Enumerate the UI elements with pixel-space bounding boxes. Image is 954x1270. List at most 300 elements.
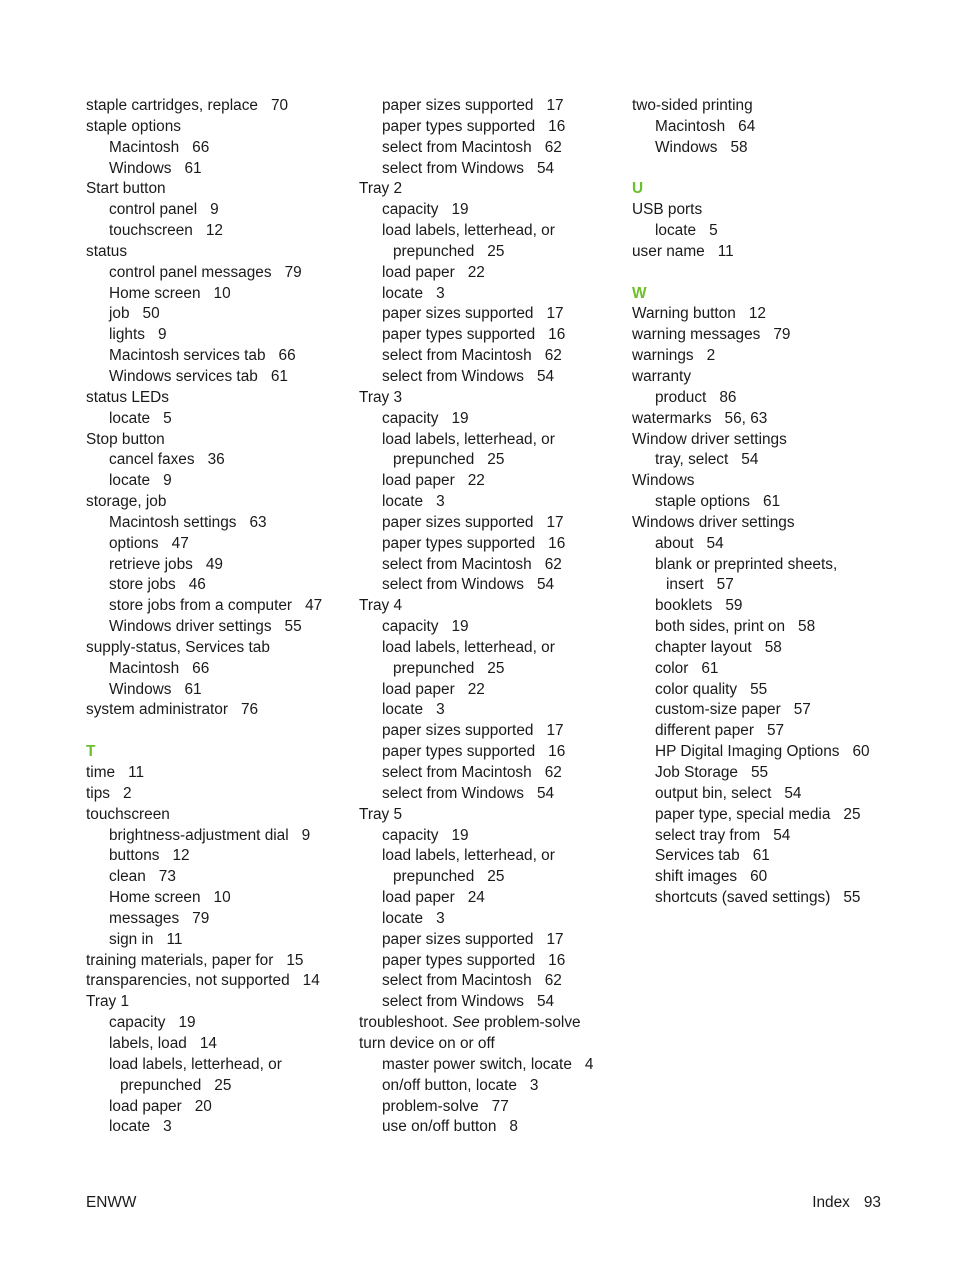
entry-page-number: 14 [302,972,320,990]
entry-page-number: 17 [546,722,564,740]
index-subentry [86,1034,348,1055]
entry-page-number: 25 [487,659,505,677]
entry-page-number: 54 [536,784,555,802]
entry-term: capacity [382,826,439,844]
entry-page-number: 25 [214,1076,232,1094]
index-subentry [359,846,621,867]
index-subentry [86,138,348,159]
index-entry [86,242,348,263]
index-entry [86,96,348,117]
entry-page-number: 12 [205,222,223,240]
index-subentry [86,450,348,471]
index-subentry [359,971,621,992]
entry-page-number: 16 [548,743,566,761]
index-entry [632,513,912,534]
entry-term: paper sizes supported [382,513,534,531]
entry-term: color [655,659,689,677]
index-subentry [359,325,621,346]
entry-term: tray, select [655,451,729,469]
entry-term: select from Windows [382,784,524,802]
entry-page-number: 79 [773,326,791,344]
index-column-3 [632,96,912,909]
entry-term: problem-solve [382,1097,479,1115]
entry-page-number: 12 [748,305,766,323]
entry-page-number: 10 [213,889,231,907]
entry-term: capacity [382,409,439,427]
index-entry [359,805,621,826]
index-subentry [359,638,621,659]
entry-term: capacity [382,618,439,636]
index-subentry [359,96,621,117]
index-subentry [632,450,912,471]
index-subentry [86,1013,348,1034]
entry-term: cancel faxes [109,451,195,469]
index-subentry [359,1117,621,1138]
entry-term: Home screen [109,284,201,302]
entry-page-number: 25 [843,805,861,823]
index-subentry [86,284,348,305]
entry-page-number: 61 [701,659,719,677]
entry-term: select from Macintosh [382,138,532,156]
entry-term: touchscreen [86,805,170,823]
entry-page-number: 19 [451,409,469,427]
entry-page-number: 54 [741,451,759,469]
entry-page-number: 25 [487,868,505,886]
index-subentry [86,471,348,492]
entry-term: select from Macintosh [382,764,532,781]
entry-term: control panel messages [109,263,272,281]
entry-page-number: 58 [730,138,748,156]
entry-term: Tray 2 [359,180,403,198]
entry-page-number: 22 [467,263,485,281]
entry-term: supply-status, Services tab [86,638,270,656]
entry-page-number: 61 [762,493,781,511]
entry-term: capacity [109,1014,166,1032]
index-continuation [359,242,621,263]
index-entry [86,700,348,721]
entry-term: output bin, select [655,784,772,802]
entry-term: labels, load [109,1034,187,1052]
entry-page-number: 3 [436,701,445,719]
entry-page-number: 11 [128,764,145,781]
entry-term: select from Windows [382,367,524,385]
entry-page-number: 54 [536,576,555,594]
entry-term: paper sizes supported [382,722,534,740]
index-subentry [632,826,912,847]
entry-page-number: 3 [529,1076,539,1094]
entry-page-number: 14 [199,1034,217,1052]
entry-page-number: 86 [719,388,737,406]
entry-term: locate [382,909,424,927]
index-subentry [86,367,348,388]
index-subentry [86,159,348,180]
entry-term: both sides, print on [655,618,786,636]
entry-term: Stop button [86,430,165,448]
entry-term: Windows [109,159,172,177]
index-subentry [359,513,621,534]
entry-term: locate [382,493,424,511]
entry-term: shift images [655,868,738,886]
entry-page-number: 54 [536,159,555,177]
index-subentry [632,221,912,242]
entry-page-number: 3 [436,284,445,302]
entry-page-number: 16 [548,326,566,344]
index-subentry [86,826,348,847]
entry-term: select tray from [655,826,761,844]
entry-page-number: 54 [706,534,724,552]
entry-term: warnings [632,347,694,365]
index-entry [359,596,621,617]
index-letter-heading: W [632,284,647,302]
index-subentry [632,138,912,159]
index-subentry [632,638,912,659]
index-subentry [359,409,621,430]
index-continuation [632,575,912,596]
section-spacer [632,159,912,180]
index-continuation [86,1076,348,1097]
entry-page-number: 55 [750,680,768,698]
index-entry [86,992,348,1013]
entry-page-number: 62 [544,347,562,365]
entry-term: Windows [109,680,172,698]
entry-term: load labels, letterhead, or [382,222,555,240]
entry-term: select from Macintosh [382,972,532,990]
entry-page-number: 50 [142,305,160,323]
entry-page-number: 46 [188,576,206,594]
entry-term: Services tab [655,847,740,865]
entry-term: brightness-adjustment dial [109,826,289,844]
index-entry [86,763,348,784]
entry-page-number: 24 [467,889,485,907]
index-subentry [632,721,912,742]
entry-page-number: 16 [548,534,566,552]
entry-page-number: 17 [546,513,564,531]
index-entry [359,1034,621,1055]
index-entry [359,388,621,409]
index-subentry [359,117,621,138]
entry-page-number: 55 [843,889,861,907]
entry-term: USB ports [632,201,703,219]
entry-term: load paper [109,1097,182,1115]
index-subentry [86,304,348,325]
index-subentry [359,930,621,951]
entry-term: warning messages [632,326,761,344]
footer-page-number: 93 [863,1194,881,1211]
index-subentry [632,888,912,909]
footer-section: Index [812,1194,850,1211]
index-subentry [359,159,621,180]
entry-term: Macintosh [109,138,180,156]
index-entry [86,805,348,826]
entry-term: color quality [655,680,738,698]
entry-term: select from Windows [382,159,524,177]
entry-term: load paper [382,889,455,907]
entry-term: prepunched [393,868,475,886]
entry-page-number: 55 [284,618,302,636]
entry-page-number: 70 [270,97,289,114]
entry-term: Job Storage [655,764,738,781]
entry-term: locate [109,409,151,427]
entry-term: Macintosh [109,659,180,677]
index-entry [632,430,912,451]
entry-term: Window driver settings [632,430,787,448]
entry-page-number: 54 [536,993,555,1011]
entry-term: product [655,388,707,406]
entry-page-number: 59 [725,597,743,615]
index-subentry [359,992,621,1013]
index-entry [632,304,912,325]
entry-page-number: 11 [166,930,183,948]
entry-page-number: 3 [436,493,445,511]
entry-page-number: 60 [852,743,870,761]
entry-page-number: 57 [716,576,734,594]
entry-term: paper types supported [382,743,536,761]
entry-term: training materials, paper for [86,951,274,969]
index-subentry [359,284,621,305]
entry-term: status LEDs [86,388,169,406]
index-entry [632,325,912,346]
entry-term: sign in [109,930,154,948]
index-subentry [86,680,348,701]
entry-term: select from Windows [382,993,524,1011]
index-subentry [86,1097,348,1118]
entry-page-number: 19 [178,1014,196,1032]
entry-page-number: 58 [798,618,816,636]
entry-page-number: 61 [184,159,202,177]
entry-page-number: 66 [192,659,210,677]
entry-term: master power switch, locate [382,1055,572,1073]
entry-term: paper sizes supported [382,305,534,323]
index-subentry [359,951,621,972]
index-subentry [86,930,348,951]
index-letter-heading: T [86,743,96,761]
entry-term: two-sided printing [632,97,753,114]
entry-term: load labels, letterhead, or [382,847,555,865]
index-subentry [359,888,621,909]
index-column-2 [359,96,621,1138]
entry-term: locate [109,472,151,490]
entry-term: select from Windows [382,576,524,594]
entry-term: Windows [655,138,718,156]
index-subentry [86,513,348,534]
entry-page-number: 9 [301,826,311,844]
index-subentry [632,784,912,805]
entry-term: staple cartridges, replace [86,97,258,114]
index-subentry [632,117,912,138]
entry-term: paper sizes supported [382,930,534,948]
entry-term: insert [666,576,704,594]
entry-term: warranty [632,367,692,385]
index-subentry [359,138,621,159]
entry-term: capacity [382,201,439,219]
entry-page-number: 47 [305,597,323,615]
entry-page-number: 76 [240,701,259,719]
entry-term: locate [655,222,697,240]
entry-page-number: 5 [709,222,718,240]
index-subentry [359,742,621,763]
entry-page-number: 4 [584,1055,594,1073]
entry-page-number: 47 [171,534,189,552]
entry-term: paper sizes supported [382,97,534,114]
index-subentry [632,617,912,638]
entry-page-number: 16 [548,951,566,969]
index-entry [86,784,348,805]
index-subentry [359,492,621,513]
index-subentry [632,867,912,888]
entry-term: Windows [632,472,695,490]
index-subentry [86,346,348,367]
entry-page-number: 16 [548,117,566,135]
entry-term: paper types supported [382,951,536,969]
index-continuation [359,450,621,471]
entry-term: system administrator [86,701,228,719]
entry-term: select from Macintosh [382,347,532,365]
index-entry [359,179,621,200]
entry-page-number: 66 [192,138,210,156]
index-entry [86,492,348,513]
index-subentry [359,826,621,847]
entry-page-number: 61 [752,847,770,865]
entry-term: store jobs from a computer [109,597,293,615]
entry-page-number: 22 [467,680,485,698]
index-entry [86,430,348,451]
index-subentry [632,596,912,617]
entry-page-number: 10 [213,284,231,302]
index-subentry [359,221,621,242]
entry-term: retrieve jobs [109,555,193,573]
entry-term: different paper [655,722,754,740]
index-entry [632,242,912,263]
section-spacer [632,263,912,284]
entry-page-number: 63 [249,513,267,531]
entry-page-number: 66 [278,347,296,365]
entry-page-number: 15 [286,951,304,969]
entry-term: troubleshoot. [359,1014,448,1032]
entry-page-number: 62 [544,138,562,156]
index-continuation [359,659,621,680]
entry-term: turn device on or off [359,1034,495,1052]
index-subentry [359,1076,621,1097]
index-subentry [86,534,348,555]
entry-term: paper type, special media [655,805,831,823]
entry-page-number: 54 [536,367,555,385]
entry-term: options [109,534,159,552]
index-subentry [86,867,348,888]
entry-page-number: 2 [706,347,716,365]
entry-term: transparencies, not supported [86,972,290,990]
index-subentry [632,742,912,763]
index-subentry [359,200,621,221]
entry-page-number: 9 [163,472,172,490]
index-column-1 [86,96,348,1138]
footer-right [812,1192,881,1214]
entry-term: Warning button [632,305,736,323]
entry-term: on/off button, locate [382,1076,517,1094]
entry-page-number: 3 [163,1118,172,1136]
index-subentry [359,763,621,784]
index-entry [86,179,348,200]
entry-term: load paper [382,680,455,698]
index-entry [86,638,348,659]
entry-term: paper types supported [382,534,536,552]
entry-term: Macintosh services tab [109,347,266,365]
entry-page-number: 61 [270,367,288,385]
entry-page-number: 8 [509,1118,518,1136]
entry-term: locate [109,1118,151,1136]
entry-page-number: 9 [157,326,167,344]
index-subentry [86,596,348,617]
entry-page-number: 79 [192,909,210,927]
footer-left: ENWW [86,1194,137,1211]
index-entry [632,367,912,388]
index-entry [359,1013,621,1034]
entry-term: blank or preprinted sheets, [655,555,838,573]
entry-term: Tray 3 [359,388,403,406]
index-subentry [632,388,912,409]
entry-term: status [86,242,128,260]
entry-page-number: 77 [491,1097,509,1115]
index-subentry [632,659,912,680]
entry-term: Tray 1 [86,993,130,1011]
entry-page-number: 56, 63 [724,409,768,427]
index-subentry [632,492,912,513]
entry-page-number: 25 [487,242,505,260]
entry-page-number: 19 [451,201,469,219]
entry-term: prepunched [393,242,475,260]
entry-page-number: 58 [764,638,782,656]
entry-term: Windows driver settings [109,618,272,636]
entry-term: load labels, letterhead, or [382,430,555,448]
index-entry [86,951,348,972]
index-subentry [86,575,348,596]
index-subentry [86,200,348,221]
index-subentry [86,409,348,430]
index-entry [632,346,912,367]
entry-term: select from Macintosh [382,555,532,573]
entry-term: Tray 4 [359,597,403,615]
index-subentry [86,221,348,242]
entry-term: staple options [86,117,181,135]
entry-term: staple options [655,493,750,511]
index-subentry [632,555,912,576]
entry-term: booklets [655,597,713,615]
entry-term: prepunched [120,1076,202,1094]
entry-term: Macintosh [655,117,726,135]
entry-term: control panel [109,201,198,219]
index-subentry [86,846,348,867]
entry-term: use on/off button [382,1118,497,1136]
index-subentry [359,1097,621,1118]
index-subentry [86,325,348,346]
entry-term: HP Digital Imaging Options [655,743,840,761]
index-subentry [359,700,621,721]
entry-term: load labels, letterhead, or [109,1055,282,1073]
entry-page-number: 19 [451,618,469,636]
entry-term: load paper [382,263,455,281]
entry-page-number: 57 [793,701,811,719]
index-subentry [86,617,348,638]
index-letter-heading: U [632,180,644,198]
index-subentry [632,534,912,555]
index-subentry [359,575,621,596]
entry-term: prepunched [393,451,475,469]
entry-page-number: 62 [544,555,562,573]
entry-page-number: 54 [773,826,791,844]
index-entry [86,388,348,409]
index-subentry [359,680,621,701]
index-subentry [632,763,912,784]
entry-term: chapter layout [655,638,752,656]
